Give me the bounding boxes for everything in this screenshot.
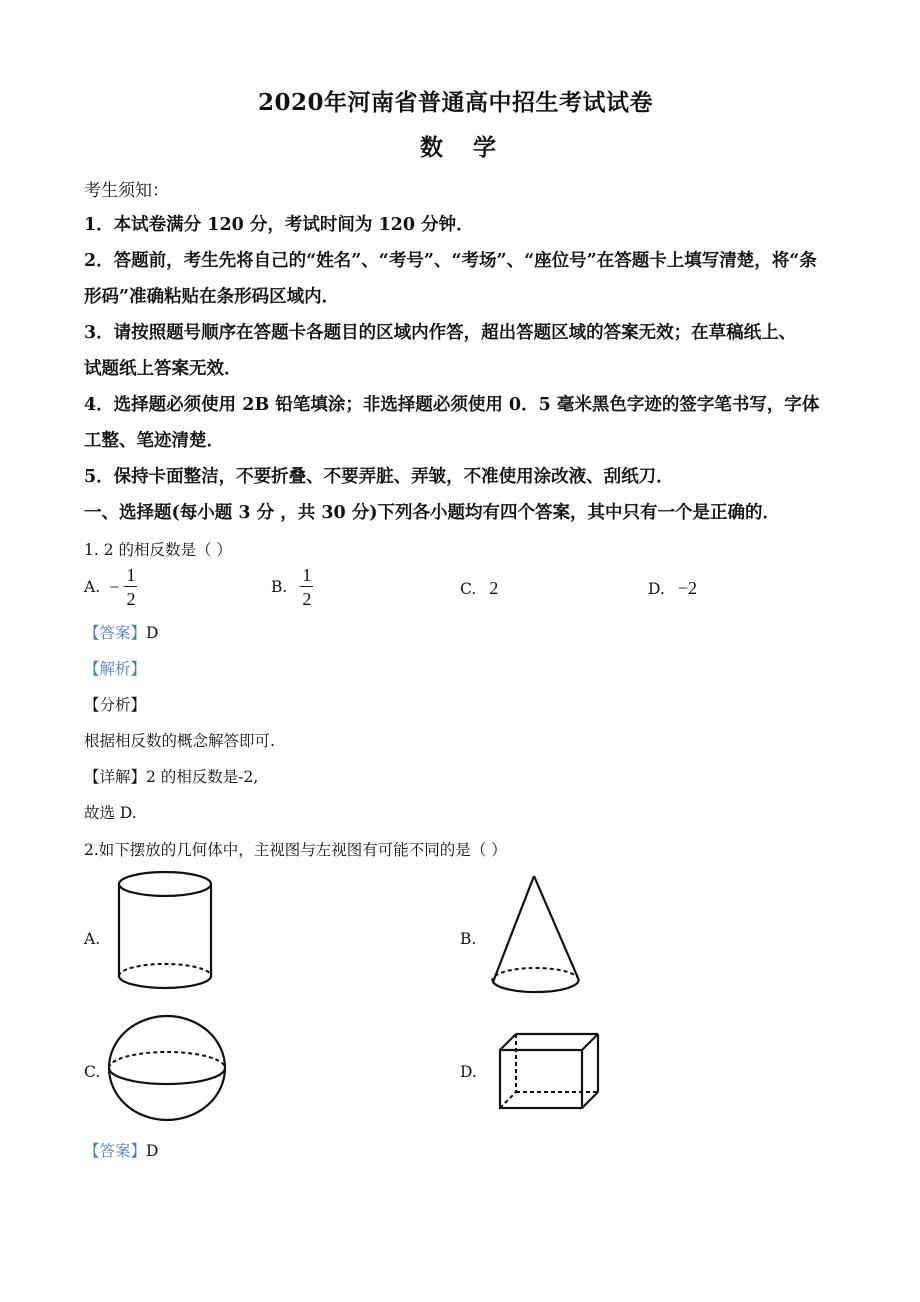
q1-fenxi-text: 根据相反数的概念解答即可. (84, 732, 275, 750)
q2-answer (84, 1139, 158, 1161)
q1-option-c-label: C. (460, 580, 477, 598)
q1-option-b (271, 566, 313, 608)
q1-fenxi-tag: 【分析】 (84, 696, 147, 714)
instruction-item-1: 1．本试卷满分 120 分，考试时间为 120 分钟． (84, 215, 474, 235)
instruction-item-4-line-1: 4．选择题必须使用 2B 铅笔填涂；非选择题必须使用 0．5 毫米黑色字迹的签字笔书写，字体 (84, 395, 820, 415)
page-title: 2020年河南省普通高中招生考试试卷 (258, 89, 654, 116)
q1-option-d-label: D. (648, 580, 665, 598)
q2-option-b-label: B. (460, 930, 477, 948)
instruction-item-5: 5．保持卡面整洁，不要折叠、不要弄脏、弄皱，不准使用涂改液、刮纸刀． (84, 467, 674, 487)
q1-option-a-fraction (124, 566, 137, 608)
q2-answer-value: D (146, 1142, 159, 1160)
q1-option-a-label: A. (84, 578, 101, 596)
instruction-item-4-line-2: 工整、笔迹清楚． (84, 431, 224, 451)
q1-option-d-value: −2 (677, 578, 698, 598)
q1-detail-text: 2 的相反数是-2, (146, 768, 259, 786)
section-1-heading: 一、选择题(每小题 3 分 ，共 30 分)下列各小题均有四个答案，其中只有一个是正确的． (84, 503, 781, 523)
q1-analysis-tag: 【解析】 (84, 660, 147, 678)
cylinder-icon (110, 866, 220, 998)
q2-stem: 2.如下摆放的几何体中，主视图与左视图有可能不同的是（ ） (84, 841, 507, 859)
q1-option-b-numerator: 1 (302, 565, 312, 585)
q1-option-a (84, 566, 137, 608)
q1-option-a-sign: − (109, 576, 120, 597)
q2-option-d-label: D. (460, 1063, 477, 1081)
instruction-item-3-line-2: 试题纸上答案无效． (84, 359, 242, 379)
q2-option-a-label: A. (84, 930, 101, 948)
q1-option-b-label: B. (271, 578, 288, 596)
q1-option-a-denominator: 2 (126, 589, 136, 609)
q1-detail-tag: 【详解】 (84, 768, 147, 786)
q1-option-c-value: 2 (489, 578, 499, 598)
instructions-heading: 考生须知： (84, 181, 169, 201)
cuboid-icon (496, 1028, 606, 1114)
instruction-item-2-line-1: 2．答题前，考生先将自己的“姓名”、“考号”、“考场”、“座位号”在答题卡上填写清楚，将“条 (84, 251, 817, 271)
q1-answer-value: D (146, 624, 159, 642)
q1-answer-tag: 【答案】 (84, 624, 147, 642)
subject-title: 数学 (420, 134, 526, 161)
q1-detail (84, 765, 258, 787)
sphere-icon (104, 1012, 230, 1124)
q1-stem: 1. 2 的相反数是（ ） (84, 541, 232, 559)
q1-option-d (648, 578, 697, 599)
q1-option-c (460, 578, 498, 599)
instruction-item-3-line-1: 3．请按照题号顺序在答题卡各题目的区域内作答，超出答题区域的答案无效；在草稿纸上、 (84, 323, 797, 343)
q1-answer (84, 621, 158, 643)
q1-option-a-numerator: 1 (126, 565, 136, 585)
cone-icon (488, 872, 588, 998)
q1-option-b-fraction (300, 566, 313, 608)
q2-option-c-label: C. (84, 1063, 101, 1081)
q1-conclusion: 故选 D. (84, 804, 137, 822)
q1-option-b-denominator: 2 (302, 589, 312, 609)
q2-answer-tag: 【答案】 (84, 1142, 147, 1160)
instruction-item-2-line-2: 形码”准确粘贴在条形码区域内． (84, 287, 340, 307)
